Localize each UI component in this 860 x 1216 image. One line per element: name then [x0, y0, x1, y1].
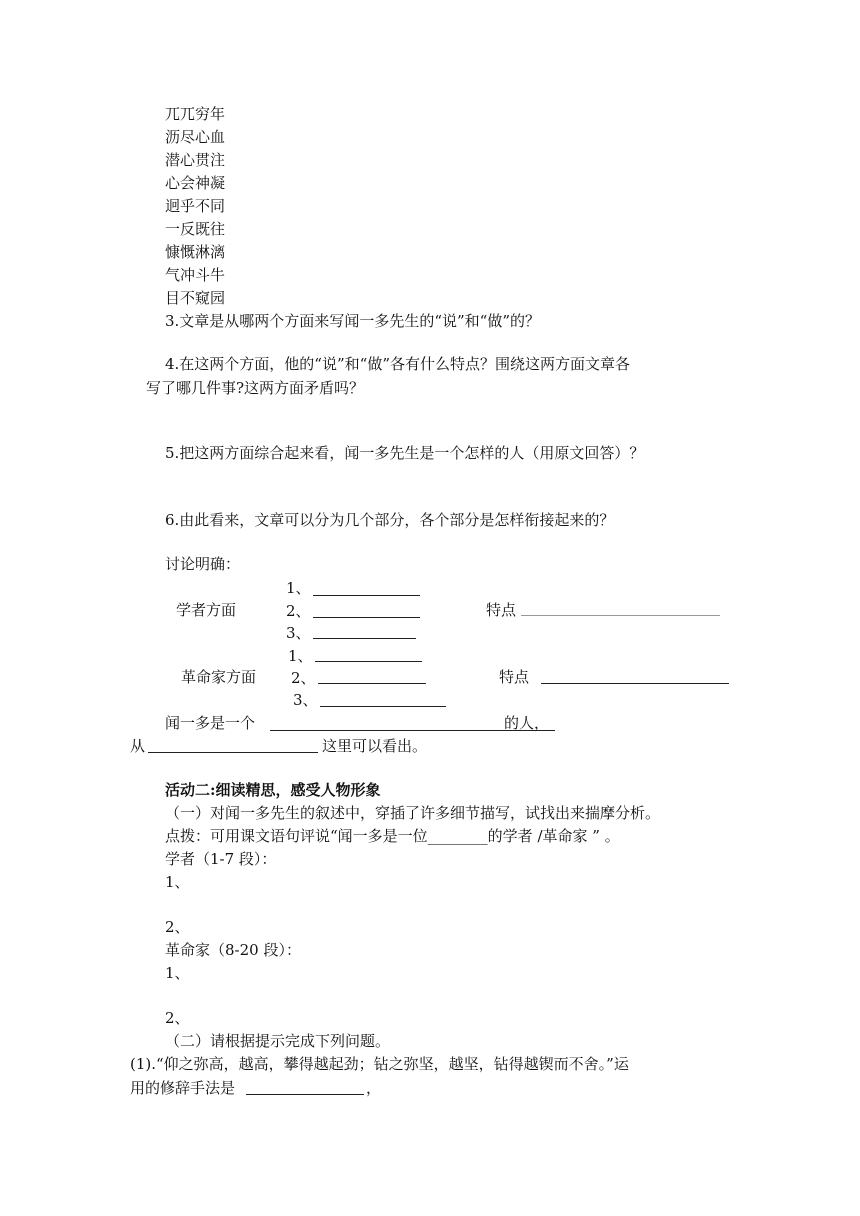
from-prefix: 从: [130, 737, 146, 755]
scholar-blank-2[interactable]: [313, 617, 420, 618]
idiom-item: 心会神凝: [165, 174, 226, 192]
discussion-heading: 讨论明确：: [165, 555, 241, 573]
idiom-item: 一反既往: [165, 220, 226, 238]
scholar-blank-3[interactable]: [313, 638, 416, 639]
revolutionary-label: 革命家方面: [181, 668, 257, 686]
summary-prefix: 闻一多是一个: [165, 714, 256, 732]
scholar-num-2: 2、: [286, 602, 311, 620]
idiom-item: 目不窥园: [165, 289, 226, 307]
scholar-item-2: 2、: [165, 918, 190, 936]
revolutionary-blank-1[interactable]: [315, 661, 422, 662]
question-6: 6.由此看来，文章可以分为几个部分，各个部分是怎样衔接起来的？: [165, 511, 615, 529]
scholar-num-1: 1、: [286, 579, 311, 597]
activity2-hint: 点拨：可用课文语句评说“闻一多是一位________的学者 /革命家 ” 。: [165, 827, 620, 845]
scholar-blank-1[interactable]: [313, 595, 420, 596]
question-5: 5.把这两方面综合起来看，闻一多先生是一个怎样的人（用原文回答）？: [165, 444, 645, 462]
summary-suffix: 的人，: [504, 714, 550, 732]
revolutionary-blank-3[interactable]: [320, 706, 446, 707]
summary-blank[interactable]: [270, 730, 500, 731]
idiom-item: 迥乎不同: [165, 197, 226, 215]
rhetoric-blank[interactable]: [246, 1094, 364, 1095]
scholar-feature-blank[interactable]: [521, 615, 720, 616]
scholar-label: 学者方面: [176, 601, 237, 619]
scholar-feature-label: 特点: [486, 601, 517, 619]
revolutionary-num-1: 1、: [288, 647, 313, 665]
revolutionary-blank-2[interactable]: [318, 683, 426, 684]
from-suffix: 这里可以看出。: [322, 737, 428, 755]
rhetoric-question-tail: ，: [366, 1079, 382, 1097]
question-4-line1: 4.在这两个方面，他的“说”和“做”各有什么特点？围绕这两方面文章各: [165, 355, 630, 373]
revolutionary-num-2: 2、: [291, 669, 316, 687]
activity2-part2: （二）请根据提示完成下列问题。: [165, 1032, 391, 1050]
scholar-section-heading: 学者（1-7 段）：: [165, 850, 277, 868]
from-blank[interactable]: [148, 752, 318, 753]
idiom-item: 沥尽心血: [165, 128, 226, 146]
revolutionary-item-2: 2、: [165, 1009, 190, 1027]
revolutionary-item-1: 1、: [165, 964, 190, 982]
revolutionary-feature-label: 特点: [499, 668, 530, 686]
scholar-num-3: 3、: [286, 624, 311, 642]
idiom-item: 慷慨淋漓: [165, 243, 226, 261]
activity2-part1: （一）对闻一多先生的叙述中，穿插了许多细节描写，试找出来揣摩分析。: [165, 804, 661, 822]
idiom-item: 兀兀穷年: [165, 105, 226, 123]
revolutionary-num-3: 3、: [293, 691, 318, 709]
question-3: 3.文章是从哪两个方面来写闻一多先生的“说”和“做”的？: [165, 312, 540, 330]
idiom-item: 气冲斗牛: [165, 266, 226, 284]
revolutionary-section-heading: 革命家（8-20 段）：: [165, 941, 301, 959]
question-4-line2: 写了哪几件事?这两方面矛盾吗？: [146, 379, 365, 397]
rhetoric-question-line1: (1).“仰之弥高，越高，攀得越起劲；钻之弥坚，越坚，钻得越锲而不舍。”运: [130, 1055, 629, 1073]
activity2-title: 活动二:细读精思，感受人物形象: [165, 781, 381, 799]
summary-suffix-underline: [500, 730, 555, 731]
scholar-item-1: 1、: [165, 873, 190, 891]
revolutionary-feature-blank[interactable]: [541, 683, 729, 684]
rhetoric-question-line2: 用的修辞手法是: [130, 1079, 236, 1097]
idiom-item: 潜心贯注: [165, 151, 226, 169]
